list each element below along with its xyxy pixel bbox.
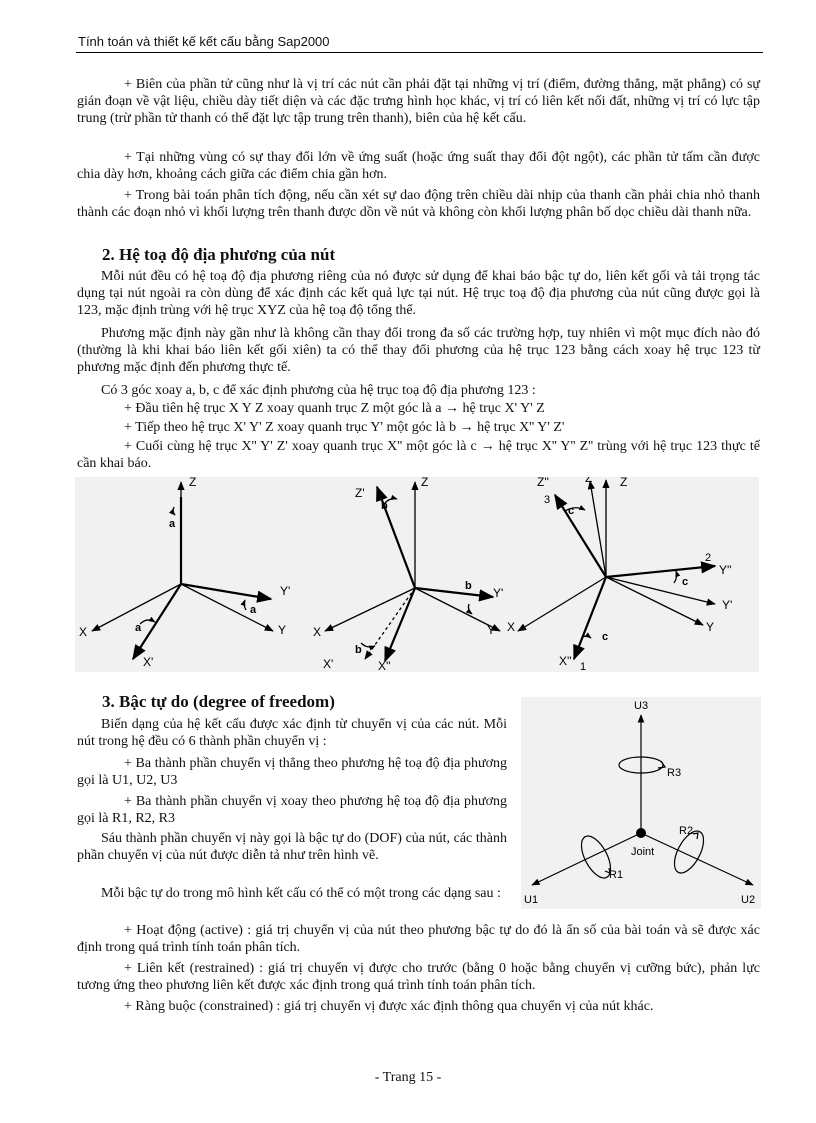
fig1-p3-c1: c <box>568 505 575 517</box>
fig1-p2-b2: b <box>381 500 388 512</box>
fig1-p3-c3: c <box>602 631 609 643</box>
fig2-r3: R3 <box>667 767 682 779</box>
fig1-p2-x2: X'' <box>378 659 391 672</box>
fig1-p3-z: Z <box>620 477 628 489</box>
fig1-p2-x1: X' <box>323 657 334 671</box>
fig1-p2-z: Z <box>421 477 429 489</box>
joint-dof-figure <box>521 697 761 909</box>
fig1-p3-n2: 2 <box>705 552 712 564</box>
fig1-p1-a3: a <box>135 622 142 634</box>
section-2-paragraph-3: Có 3 góc xoay a, b, c để xác định phương của hệ trục toạ độ địa phương 123 : <box>101 383 536 398</box>
joint-dof-diagram <box>521 697 761 909</box>
fig2-r1: R1 <box>609 869 624 881</box>
fig1-p1-z: Z <box>189 477 197 489</box>
header-rule <box>76 52 763 53</box>
rotation-diagram <box>75 477 759 672</box>
fig1-p3-y2: Y'' <box>719 563 732 577</box>
fig1-p3-n3: 3 <box>544 494 551 506</box>
section-3-bullet-2: + Ba thành phần chuyển vị xoay theo phương hệ toạ độ địa phương gọi là R1, R2, R3 <box>77 794 507 826</box>
fig2-r2: R2 <box>679 825 694 837</box>
fig1-p2-x: X <box>313 625 322 639</box>
fig1-p2-y1: Y' <box>493 586 504 600</box>
fig1-p3-y: Y <box>706 620 715 634</box>
section-2-heading: 2. Hệ toạ độ địa phương của nút <box>102 245 336 264</box>
fig1-p2-b3: b <box>465 580 472 592</box>
fig1-p2-b4: b <box>355 644 362 656</box>
section-2-bullet-1: + Đầu tiên hệ trục X Y Z xoay quanh trục Z một góc là a → hệ trục X' Y' Z <box>124 401 545 416</box>
fig1-p2-b1: b <box>376 488 383 500</box>
running-header: Tính toán và thiết kế kết cấu bằng Sap2000 <box>78 34 330 49</box>
section-3-paragraph-2: Sáu thành phần chuyển vị này gọi là bậc tự do (DOF) của nút, các thành phần chuyển vị của nút được diễn tả như trên hình vẽ. <box>77 831 507 863</box>
section-3-bullet-1: + Ba thành phần chuyển vị thẳng theo phương hệ toạ độ địa phương gọi là U1, U2, U3 <box>77 756 507 788</box>
fig2-u1: U1 <box>524 894 539 906</box>
fig2-u2: U2 <box>741 894 756 906</box>
section-2-bullet-2: + Tiếp theo hệ trục X' Y' Z xoay quanh trục Y' một góc là b → hệ trục X'' Y' Z' <box>124 420 565 435</box>
fig1-p1-y: Y <box>278 623 287 637</box>
fig1-p2-y: Y <box>487 623 496 637</box>
fig1-p3-x: X <box>507 620 516 634</box>
section-2-paragraph-2: Phương mặc định này gần như là không cần thay đổi trong đa số các trường hợp, tuy nhiên vì một mục đích nào đó (thường là khi khai báo liên kết gối xiên) ta có thể thay đổi phương của hệ trục 123 bằng cách xoay hệ trục 123 từ phương mặc định đến phương thực tế. <box>77 326 760 375</box>
section-3-paragraph-1: Biến dạng của hệ kết cấu được xác định từ chuyển vị của các nút. Mỗi nút trong hệ đều có 6 thành phần chuyển vị : <box>77 717 507 749</box>
rotation-figure <box>75 477 759 672</box>
fig1-p1-x1: X' <box>143 655 154 669</box>
fig1-p1-a1: a <box>169 518 176 530</box>
fig1-p2-z1: Z' <box>355 486 365 500</box>
section-3-bullet-4: + Liên kết (restrained) : giá trị chuyển vị được cho trước (bằng 0 hoặc bằng chuyển vị cưỡng bức), phản lực tương ứng theo phương liên kết được xác định trong quá trình tính toán phân tích. <box>77 961 760 993</box>
fig2-joint: Joint <box>631 846 655 858</box>
fig1-p1-x: X <box>79 625 88 639</box>
fig1-p3-c2: c <box>682 576 689 588</box>
intro-paragraph-1: + Biên của phần tử cũng như là vị trí các nút cần phải đặt tại những vị trí (điểm, đường thẳng, mặt phẳng) có sự gián đoạn về vật liệu, chiều dày tiết diện và các đặc trưng hình học khác, vị trí có liên kết nối đất, những vị trí có lực tập trung (trừ phần tử thanh có thể đặt lực tập trung trên thanh), biên của hệ kết cấu. <box>77 77 760 126</box>
section-3-bullet-3: + Hoạt động (active) : giá trị chuyển vị của nút theo phương bậc tự do đó là ẩn số của bài toán và sẽ được xác định trong quá trình tính toán phân tích. <box>77 923 760 955</box>
fig1-p3-x2: X'' <box>559 654 572 668</box>
fig1-p1-y1: Y' <box>280 584 291 598</box>
intro-paragraph-3: + Trong bài toán phân tích động, nếu cần xét sự dao động trên chiều dài nhịp của thanh cần phải chia nhỏ thanh thành các đoạn nhỏ vì khối lượng trên thanh được dồn về nút và không còn khối lượng phân bố dọc chiều dài thanh nữa. <box>77 188 760 220</box>
section-2-bullet-3: + Cuối cùng hệ trục X'' Y' Z' xoay quanh trục X'' một góc là c → hệ trục X'' Y'' Z'' trùng với hệ trục 123 thực tế cần khai báo. <box>77 439 760 471</box>
fig1-p3-n1: 1 <box>580 661 587 672</box>
intro-paragraph-2: + Tại những vùng có sự thay đổi lớn về ứng suất (hoặc ứng suất thay đổi đột ngột), các phần tử tấm cần được chia dày hơn, khoảng cách giữa các điểm chia gần hơn. <box>77 150 760 182</box>
section-3-bullet-5: + Ràng buộc (constrained) : giá trị chuyển vị được xác định thông qua chuyển vị của nút khác. <box>124 999 654 1014</box>
fig2-u3: U3 <box>634 700 649 712</box>
section-3-heading: 3. Bậc tự do (degree of freedom) <box>102 692 335 711</box>
fig1-p3-z2: Z'' <box>537 477 549 489</box>
fig1-p3-y1: Y' <box>722 598 733 612</box>
section-3-paragraph-3: Mỗi bậc tự do trong mô hình kết cấu có thể có một trong các dạng sau : <box>101 886 501 901</box>
fig1-p1-a2: a <box>250 604 257 616</box>
page-number: - Trang 15 - <box>374 1070 442 1085</box>
joint-node <box>636 828 646 838</box>
section-2-paragraph-1: Mỗi nút đều có hệ toạ độ địa phương riêng của nó được sử dụng để khai báo bậc tự do, liên kết gối và tải trọng tác dụng tại nút ngoài ra còn dùng để xác định các kết quả lực tại nút. Hệ trục toạ độ địa phương của nút cũng được gọi là 123, mặc định trùng với hệ trục XYZ của hệ toạ độ tổng thể. <box>77 269 760 318</box>
fig1-p3-z1: Z' <box>585 477 595 485</box>
